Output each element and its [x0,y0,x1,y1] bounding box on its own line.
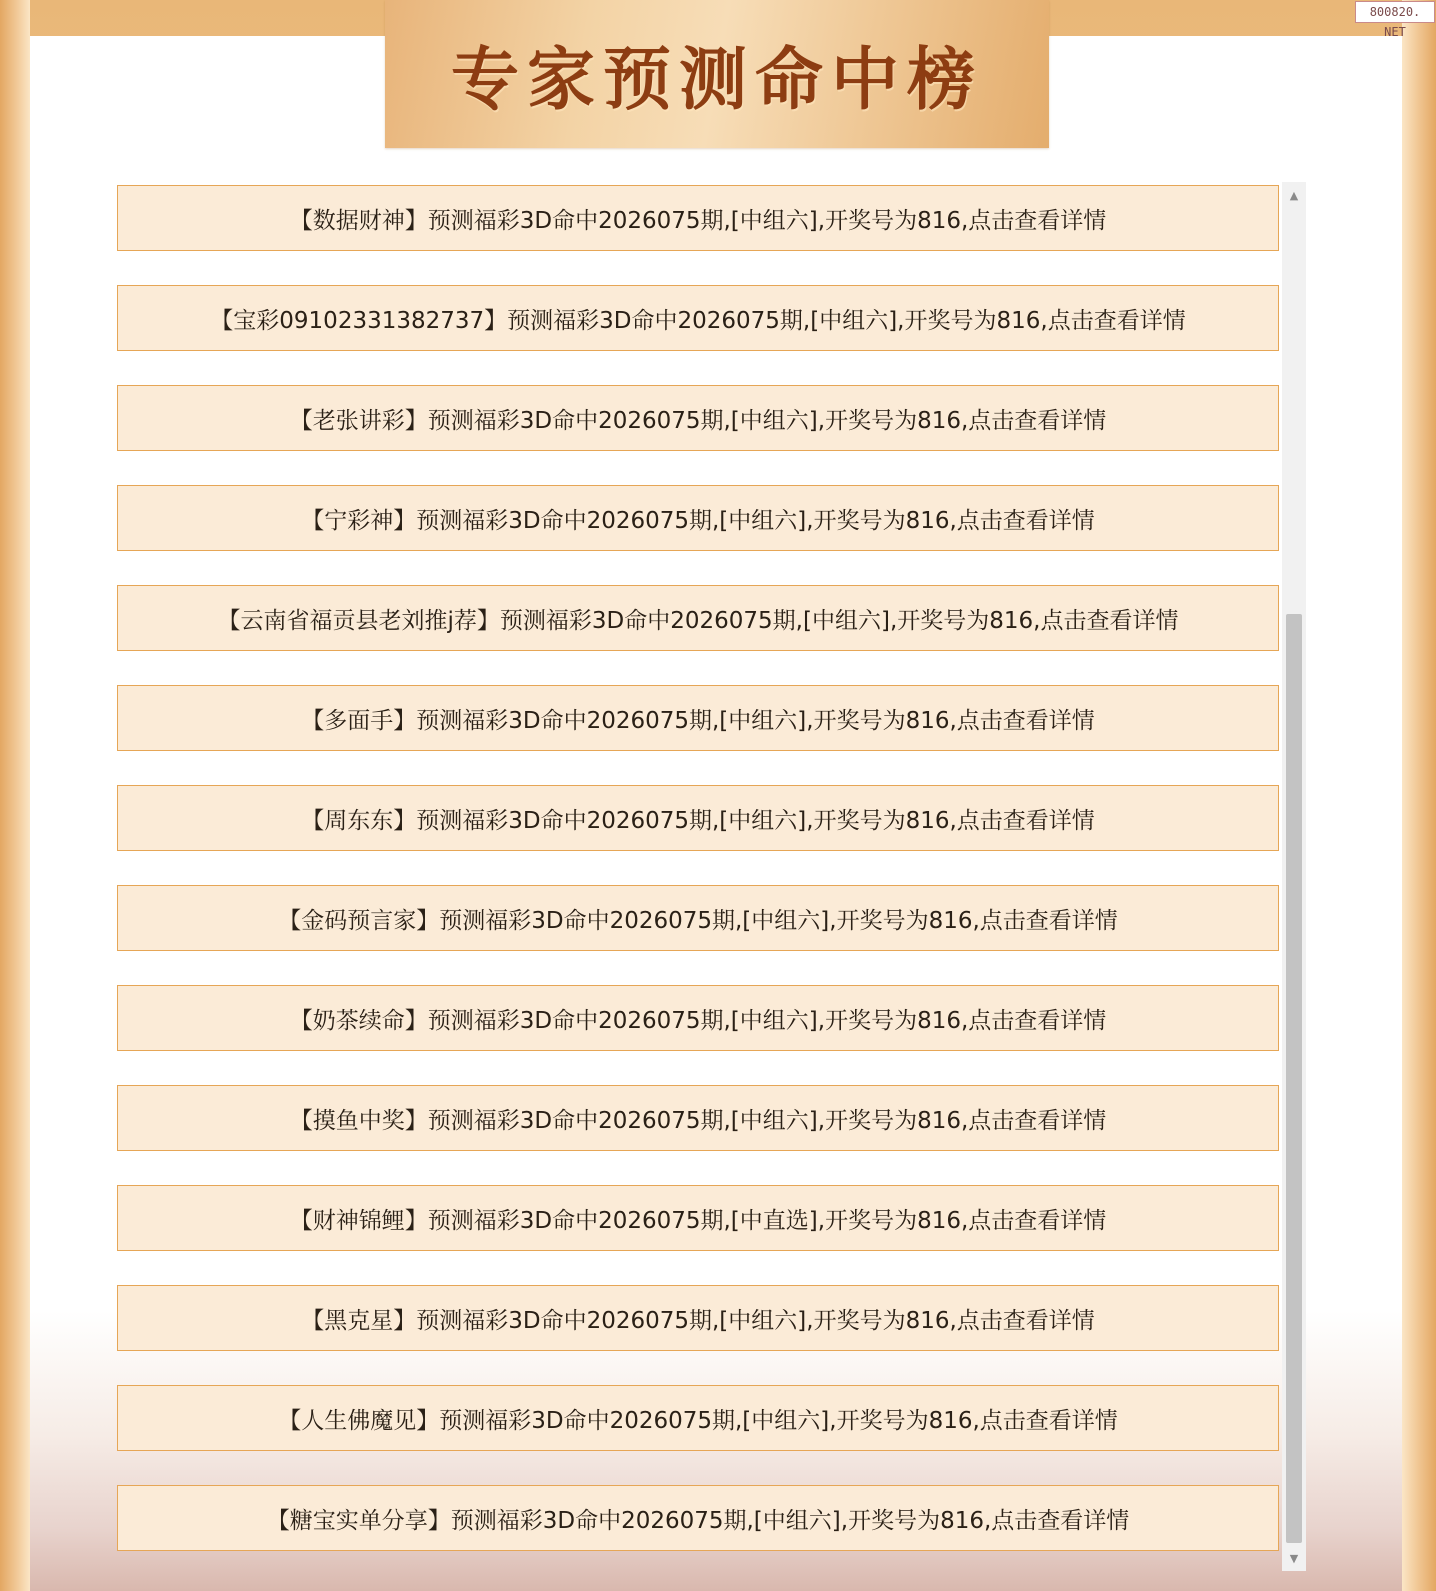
list-item[interactable]: 【财神锦鲤】预测福彩3D命中2026075期,[中直选],开奖号为816,点击查看详情 [117,1185,1279,1251]
list-item[interactable]: 【周东东】预测福彩3D命中2026075期,[中组六],开奖号为816,点击查看详情 [117,785,1279,851]
list-item[interactable]: 【宁彩神】预测福彩3D命中2026075期,[中组六],开奖号为816,点击查看详情 [117,485,1279,551]
list-item[interactable]: 【奶茶续命】预测福彩3D命中2026075期,[中组六],开奖号为816,点击查看详情 [117,985,1279,1051]
list-item[interactable]: 【宝彩09102331382737】预测福彩3D命中2026075期,[中组六],开奖号为816,点击查看详情 [117,285,1279,351]
list-item[interactable]: 【黑克星】预测福彩3D命中2026075期,[中组六],开奖号为816,点击查看详情 [117,1285,1279,1351]
title-banner [385,0,1049,148]
list-item[interactable]: 【金码预言家】预测福彩3D命中2026075期,[中组六],开奖号为816,点击查看详情 [117,885,1279,951]
frame-left [0,0,30,1591]
scroll-up-arrow-icon[interactable]: ▲ [1289,188,1299,202]
vertical-scrollbar[interactable] [1282,182,1306,1571]
scrollbar-thumb[interactable] [1286,614,1302,1543]
list-item[interactable]: 【数据财神】预测福彩3D命中2026075期,[中组六],开奖号为816,点击查看详情 [117,185,1279,251]
list-item[interactable]: 【老张讲彩】预测福彩3D命中2026075期,[中组六],开奖号为816,点击查看详情 [117,385,1279,451]
list-item[interactable]: 【人生佛魔见】预测福彩3D命中2026075期,[中组六],开奖号为816,点击查看详情 [117,1385,1279,1451]
list-item[interactable]: 【糖宝实单分享】预测福彩3D命中2026075期,[中组六],开奖号为816,点击查看详情 [117,1485,1279,1551]
list-item[interactable]: 【摸鱼中奖】预测福彩3D命中2026075期,[中组六],开奖号为816,点击查看详情 [117,1085,1279,1151]
frame-right [1402,0,1436,1591]
list-item[interactable]: 【云南省福贡县老刘推j荐】预测福彩3D命中2026075期,[中组六],开奖号为816,点击查看详情 [117,585,1279,651]
watermark-badge: 800820. NET [1355,1,1435,23]
scroll-down-arrow-icon[interactable]: ▼ [1289,1551,1299,1565]
page-title: 专家预测命中榜 [450,40,983,120]
list-item[interactable]: 【多面手】预测福彩3D命中2026075期,[中组六],开奖号为816,点击查看详情 [117,685,1279,751]
